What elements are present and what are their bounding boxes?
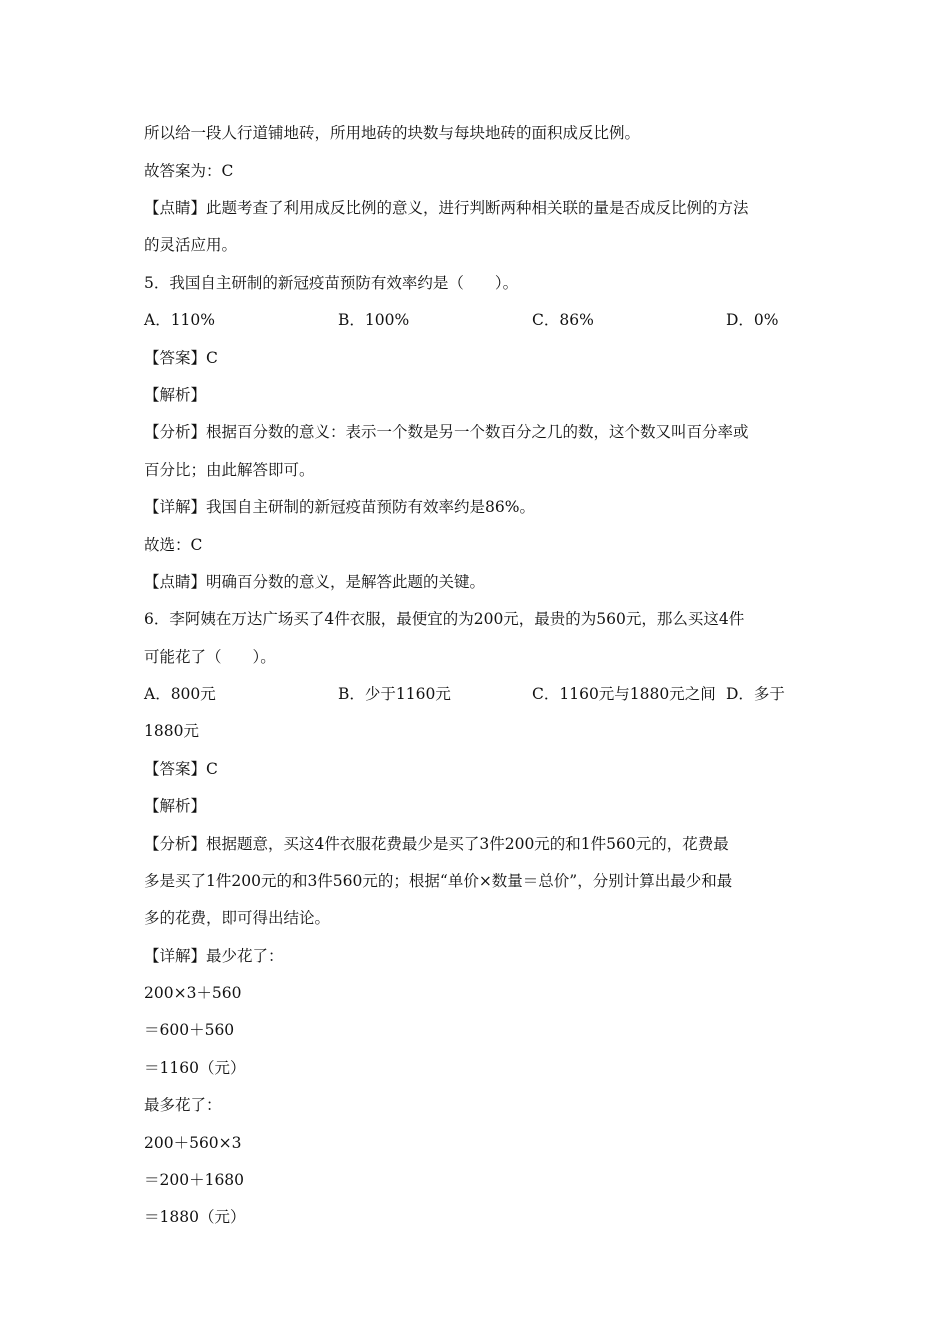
q6-option-b: B．少于1160元 (338, 685, 451, 703)
q5-analysis-line-1: 【分析】根据百分数的意义：表示一个数是另一个数百分之几的数，这个数又叫百分率或 (144, 423, 749, 441)
q6-option-c: C．1160元与1880元之间 (532, 685, 716, 703)
q5-option-a: A．110% (144, 311, 216, 329)
q6-answer: 【答案】C (144, 760, 218, 778)
q6-option-d-wrap: 1880元 (144, 722, 199, 740)
q6-calc-max-step-1: 200＋560×3 (144, 1134, 242, 1152)
q6-analysis-line-2: 多是买了1件200元的和3件560元的；根据“单价×数量＝总价”，分别计算出最少和最 (144, 872, 733, 890)
q6-calc-max-step-3: ＝1880（元） (144, 1208, 246, 1226)
q5-analysis-line-2: 百分比；由此解答即可。 (144, 461, 315, 479)
q6-analysis-line-1: 【分析】根据题意，买这4件衣服花费最少是买了3件200元的和1件560元的，花费最 (144, 835, 729, 853)
q6-calc-min-step-1: 200×3＋560 (144, 984, 242, 1002)
q5-stem: 5．我国自主研制的新冠疫苗预防有效率约是（ ）。 (144, 274, 519, 292)
q6-stem-line-1: 6．李阿姨在万达广场买了4件衣服，最便宜的为200元，最贵的为560元，那么买这4件 (144, 610, 745, 628)
q4-note-line-1: 【点睛】此题考查了利用成反比例的意义，进行判断两种相关联的量是否成反比例的方法 (144, 199, 749, 217)
q6-calc-min-step-3: ＝1160（元） (144, 1059, 246, 1077)
q5-option-d: D．0% (726, 311, 779, 329)
q4-conclusion-line: 所以给一段人行道铺地砖，所用地砖的块数与每块地砖的面积成反比例。 (144, 124, 641, 142)
q5-option-c: C．86% (532, 311, 594, 329)
q6-option-a: A．800元 (144, 685, 216, 703)
q5-detail: 【详解】我国自主研制的新冠疫苗预防有效率约是86%。 (144, 498, 535, 516)
q4-answer-line: 故答案为：C (144, 162, 234, 180)
q6-stem-line-2: 可能花了（ ）。 (144, 648, 276, 666)
q5-answer: 【答案】C (144, 349, 218, 367)
q4-note-line-2: 的灵活应用。 (144, 236, 238, 254)
q6-detail-heading: 【详解】最少花了： (144, 947, 284, 965)
q5-jiexi-heading: 【解析】 (144, 386, 207, 404)
q5-note: 【点睛】明确百分数的意义，是解答此题的关键。 (144, 573, 486, 591)
q6-analysis-line-3: 多的花费，即可得出结论。 (144, 909, 331, 927)
q5-option-b: B．100% (338, 311, 410, 329)
q6-jiexi-heading: 【解析】 (144, 797, 207, 815)
q6-option-d: D．多于 (726, 685, 785, 703)
q5-choice: 故选：C (144, 536, 203, 554)
q6-max-heading: 最多花了： (144, 1096, 222, 1114)
q6-calc-min-step-2: ＝600＋560 (144, 1021, 235, 1039)
q6-calc-max-step-2: ＝200＋1680 (144, 1171, 245, 1189)
